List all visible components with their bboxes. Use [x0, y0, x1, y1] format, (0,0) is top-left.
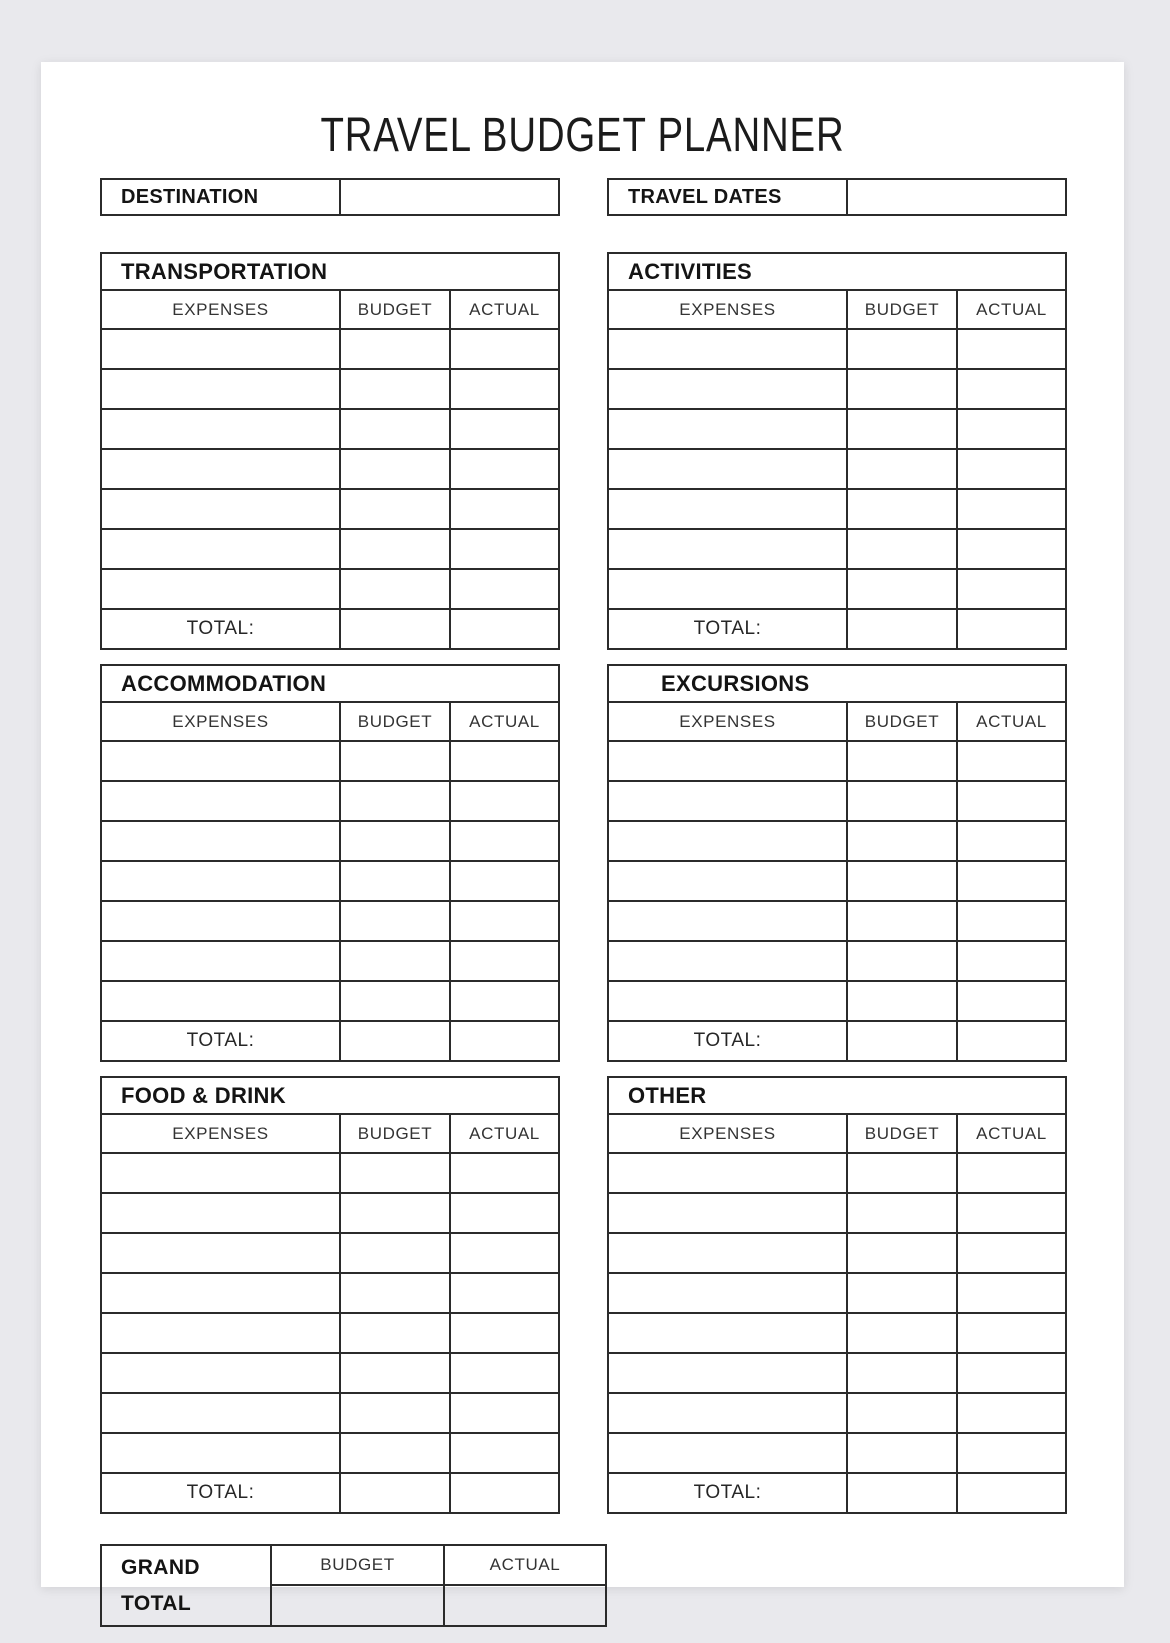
table-row [101, 369, 559, 409]
table-row [608, 981, 1066, 1021]
grand-total-header-row [101, 1545, 606, 1585]
total-label: TOTAL: [608, 609, 847, 649]
destination-value-cell[interactable] [340, 179, 559, 215]
excursions-actual-cell-5[interactable] [957, 941, 1066, 981]
food-drink-actual-cell-7[interactable] [450, 1433, 559, 1473]
table-row [101, 329, 559, 369]
section-activities [607, 252, 1067, 650]
total-label: TOTAL: [101, 1473, 340, 1513]
accommodation-actual-cell-6[interactable] [450, 981, 559, 1021]
table-row [608, 329, 1066, 369]
transportation-budget-cell-4[interactable] [340, 489, 450, 529]
table-row [608, 901, 1066, 941]
table-row [608, 821, 1066, 861]
accommodation-actual-cell-1[interactable] [450, 781, 559, 821]
other-budget-cell-7[interactable] [847, 1433, 957, 1473]
other-actual-cell-4[interactable] [957, 1313, 1066, 1353]
activities-actual-cell-2[interactable] [957, 409, 1066, 449]
other-actual-cell-5[interactable] [957, 1353, 1066, 1393]
table-row [101, 781, 559, 821]
page-title: TRAVEL BUDGET PLANNER [320, 109, 845, 162]
activities-expense-cell-3[interactable] [608, 449, 847, 489]
excursions-actual-cell-2[interactable] [957, 821, 1066, 861]
food-drink-expense-cell-2[interactable] [101, 1233, 340, 1273]
other-budget-cell-5[interactable] [847, 1353, 957, 1393]
table-row [608, 369, 1066, 409]
table-row [101, 901, 559, 941]
food-drink-budget-cell-3[interactable] [340, 1273, 450, 1313]
transportation-budget-cell-3[interactable] [340, 449, 450, 489]
other-expense-cell-0[interactable] [608, 1153, 847, 1193]
accommodation-expense-cell-1[interactable] [101, 781, 340, 821]
travel-dates-label: TRAVEL DATES [608, 179, 847, 215]
section-title-row [608, 1077, 1066, 1114]
activities-actual-cell-1[interactable] [957, 369, 1066, 409]
grand-total-label-line-2: TOTAL [121, 1591, 192, 1615]
other-actual-cell-6[interactable] [957, 1393, 1066, 1433]
activities-actual-cell-6[interactable] [957, 569, 1066, 609]
grand-total-box [100, 1544, 607, 1627]
food-drink-budget-cell-7[interactable] [340, 1433, 450, 1473]
other-budget-cell-6[interactable] [847, 1393, 957, 1433]
excursions-budget-cell-1[interactable] [847, 781, 957, 821]
field-box-travel-dates [607, 178, 1067, 216]
budget-column-header: BUDGET [340, 1114, 450, 1153]
table-row [101, 741, 559, 781]
other-budget-cell-0[interactable] [847, 1153, 957, 1193]
planner-page [41, 62, 1124, 1615]
activities-budget-cell-0[interactable] [847, 329, 957, 369]
table-row [608, 741, 1066, 781]
excursions-expense-cell-1[interactable] [608, 781, 847, 821]
transportation-actual-cell-3[interactable] [450, 449, 559, 489]
transportation-budget-cell-6[interactable] [340, 569, 450, 609]
other-total-actual-cell[interactable] [957, 1473, 1066, 1513]
table-row [101, 1433, 559, 1473]
actual-column-header: ACTUAL [957, 290, 1066, 329]
section-title-food-drink: FOOD & DRINK [101, 1077, 559, 1114]
transportation-actual-cell-1[interactable] [450, 369, 559, 409]
excursions-budget-cell-2[interactable] [847, 821, 957, 861]
food-drink-expense-cell-3[interactable] [101, 1273, 340, 1313]
transportation-actual-cell-5[interactable] [450, 529, 559, 569]
table-row [101, 529, 559, 569]
accommodation-actual-cell-4[interactable] [450, 901, 559, 941]
activities-expense-cell-2[interactable] [608, 409, 847, 449]
excursions-actual-cell-6[interactable] [957, 981, 1066, 1021]
total-row [608, 1021, 1066, 1061]
other-expense-cell-1[interactable] [608, 1193, 847, 1233]
food-drink-expense-cell-1[interactable] [101, 1193, 340, 1233]
transportation-expense-cell-4[interactable] [101, 489, 340, 529]
accommodation-expense-cell-2[interactable] [101, 821, 340, 861]
column-header-row [608, 702, 1066, 741]
transportation-actual-cell-4[interactable] [450, 489, 559, 529]
table-row [101, 1153, 559, 1193]
excursions-expense-cell-6[interactable] [608, 981, 847, 1021]
table-row [101, 1353, 559, 1393]
activities-budget-cell-5[interactable] [847, 529, 957, 569]
food-drink-actual-cell-5[interactable] [450, 1353, 559, 1393]
table-row [101, 409, 559, 449]
activities-expense-cell-0[interactable] [608, 329, 847, 369]
table-row [101, 449, 559, 489]
transportation-budget-cell-1[interactable] [340, 369, 450, 409]
transportation-actual-cell-0[interactable] [450, 329, 559, 369]
other-budget-cell-4[interactable] [847, 1313, 957, 1353]
food-drink-expense-cell-5[interactable] [101, 1353, 340, 1393]
food-drink-budget-cell-5[interactable] [340, 1353, 450, 1393]
excursions-expense-cell-0[interactable] [608, 741, 847, 781]
excursions-expense-cell-3[interactable] [608, 861, 847, 901]
table-row [101, 821, 559, 861]
field-row-travel-dates [608, 179, 1066, 215]
column-header-row [101, 290, 559, 329]
actual-column-header: ACTUAL [957, 1114, 1066, 1153]
food-drink-actual-cell-1[interactable] [450, 1193, 559, 1233]
section-title-row [101, 253, 559, 290]
activities-total-budget-cell[interactable] [847, 609, 957, 649]
accommodation-actual-cell-5[interactable] [450, 941, 559, 981]
total-row [608, 1473, 1066, 1513]
food-drink-total-budget-cell[interactable] [340, 1473, 450, 1513]
planner-content [41, 178, 1124, 1627]
budget-column-header: BUDGET [340, 702, 450, 741]
food-drink-expense-cell-7[interactable] [101, 1433, 340, 1473]
table-row [101, 861, 559, 901]
table-row [101, 1393, 559, 1433]
table-row [608, 569, 1066, 609]
total-label: TOTAL: [101, 1021, 340, 1061]
section-title-row [101, 1077, 559, 1114]
food-drink-budget-cell-2[interactable] [340, 1233, 450, 1273]
section-transportation [100, 252, 560, 650]
table-row [101, 489, 559, 529]
section-title-row [101, 665, 559, 702]
accommodation-budget-cell-2[interactable] [340, 821, 450, 861]
transportation-expense-cell-5[interactable] [101, 529, 340, 569]
other-budget-cell-1[interactable] [847, 1193, 957, 1233]
table-row [608, 1393, 1066, 1433]
food-drink-expense-cell-4[interactable] [101, 1313, 340, 1353]
column-header-row [608, 290, 1066, 329]
other-expense-cell-5[interactable] [608, 1353, 847, 1393]
accommodation-expense-cell-0[interactable] [101, 741, 340, 781]
transportation-expense-cell-6[interactable] [101, 569, 340, 609]
table-row [101, 1313, 559, 1353]
table-row [608, 449, 1066, 489]
field-box-destination [100, 178, 560, 216]
activities-expense-cell-5[interactable] [608, 529, 847, 569]
grand-total-label-line-1: GRAND [121, 1555, 200, 1579]
transportation-actual-cell-2[interactable] [450, 409, 559, 449]
excursions-expense-cell-4[interactable] [608, 901, 847, 941]
activities-expense-cell-4[interactable] [608, 489, 847, 529]
accommodation-expense-cell-3[interactable] [101, 861, 340, 901]
other-actual-cell-3[interactable] [957, 1273, 1066, 1313]
total-label: TOTAL: [101, 609, 340, 649]
section-title-activities: ACTIVITIES [608, 253, 1066, 290]
excursions-budget-cell-5[interactable] [847, 941, 957, 981]
excursions-budget-cell-6[interactable] [847, 981, 957, 1021]
section-title-transportation: TRANSPORTATION [101, 253, 559, 290]
other-actual-cell-2[interactable] [957, 1233, 1066, 1273]
food-drink-total-actual-cell[interactable] [450, 1473, 559, 1513]
food-drink-expense-cell-0[interactable] [101, 1153, 340, 1193]
column-header-row [101, 1114, 559, 1153]
table-row [101, 1273, 559, 1313]
table-row [608, 1273, 1066, 1313]
food-drink-expense-cell-6[interactable] [101, 1393, 340, 1433]
excursions-expense-cell-5[interactable] [608, 941, 847, 981]
table-row [101, 1233, 559, 1273]
activities-actual-cell-0[interactable] [957, 329, 1066, 369]
total-row [608, 609, 1066, 649]
accommodation-expense-cell-6[interactable] [101, 981, 340, 1021]
transportation-actual-cell-6[interactable] [450, 569, 559, 609]
grand-budget-value-cell[interactable] [271, 1585, 444, 1626]
column-header-row [608, 1114, 1066, 1153]
destination-label: DESTINATION [101, 179, 340, 215]
grand-actual-header: ACTUAL [444, 1545, 606, 1585]
activities-budget-cell-1[interactable] [847, 369, 957, 409]
accommodation-budget-cell-5[interactable] [340, 941, 450, 981]
table-row [608, 409, 1066, 449]
accommodation-expense-cell-4[interactable] [101, 901, 340, 941]
grand-total-label [101, 1545, 271, 1626]
accommodation-expense-cell-5[interactable] [101, 941, 340, 981]
travel-dates-value-cell[interactable] [847, 179, 1066, 215]
table-row [101, 941, 559, 981]
activities-budget-cell-6[interactable] [847, 569, 957, 609]
food-drink-budget-cell-1[interactable] [340, 1193, 450, 1233]
actual-column-header: ACTUAL [450, 290, 559, 329]
expenses-column-header: EXPENSES [101, 1114, 340, 1153]
excursions-budget-cell-4[interactable] [847, 901, 957, 941]
table-row [101, 1193, 559, 1233]
other-expense-cell-6[interactable] [608, 1393, 847, 1433]
transportation-total-actual-cell[interactable] [450, 609, 559, 649]
activities-budget-cell-2[interactable] [847, 409, 957, 449]
other-expense-cell-7[interactable] [608, 1433, 847, 1473]
other-budget-cell-3[interactable] [847, 1273, 957, 1313]
section-title-row [608, 253, 1066, 290]
column-header-row [101, 702, 559, 741]
other-actual-cell-1[interactable] [957, 1193, 1066, 1233]
other-expense-cell-4[interactable] [608, 1313, 847, 1353]
section-excursions [607, 664, 1067, 1062]
accommodation-budget-cell-4[interactable] [340, 901, 450, 941]
activities-total-actual-cell[interactable] [957, 609, 1066, 649]
transportation-budget-cell-0[interactable] [340, 329, 450, 369]
total-label: TOTAL: [608, 1021, 847, 1061]
transportation-expense-cell-0[interactable] [101, 329, 340, 369]
activities-budget-cell-4[interactable] [847, 489, 957, 529]
table-row [101, 569, 559, 609]
section-food-drink [100, 1076, 560, 1514]
excursions-actual-cell-3[interactable] [957, 861, 1066, 901]
table-row [608, 1313, 1066, 1353]
table-row [608, 489, 1066, 529]
excursions-expense-cell-2[interactable] [608, 821, 847, 861]
actual-column-header: ACTUAL [450, 1114, 559, 1153]
expenses-column-header: EXPENSES [608, 290, 847, 329]
section-title-other: OTHER [608, 1077, 1066, 1114]
expenses-column-header: EXPENSES [101, 702, 340, 741]
actual-column-header: ACTUAL [450, 702, 559, 741]
accommodation-budget-cell-6[interactable] [340, 981, 450, 1021]
excursions-total-budget-cell[interactable] [847, 1021, 957, 1061]
excursions-actual-cell-0[interactable] [957, 741, 1066, 781]
table-row [608, 781, 1066, 821]
table-row [608, 1153, 1066, 1193]
accommodation-actual-cell-0[interactable] [450, 741, 559, 781]
total-label: TOTAL: [608, 1473, 847, 1513]
accommodation-total-actual-cell[interactable] [450, 1021, 559, 1061]
excursions-budget-cell-0[interactable] [847, 741, 957, 781]
budget-column-header: BUDGET [847, 290, 957, 329]
table-row [608, 529, 1066, 569]
other-total-budget-cell[interactable] [847, 1473, 957, 1513]
budget-column-header: BUDGET [847, 702, 957, 741]
food-drink-budget-cell-6[interactable] [340, 1393, 450, 1433]
excursions-total-actual-cell[interactable] [957, 1021, 1066, 1061]
excursions-budget-cell-3[interactable] [847, 861, 957, 901]
activities-actual-cell-4[interactable] [957, 489, 1066, 529]
other-actual-cell-0[interactable] [957, 1153, 1066, 1193]
activities-actual-cell-5[interactable] [957, 529, 1066, 569]
other-budget-cell-2[interactable] [847, 1233, 957, 1273]
activities-expense-cell-6[interactable] [608, 569, 847, 609]
budget-column-header: BUDGET [340, 290, 450, 329]
budget-column-header: BUDGET [847, 1114, 957, 1153]
transportation-expense-cell-2[interactable] [101, 409, 340, 449]
food-drink-actual-cell-4[interactable] [450, 1313, 559, 1353]
field-row-destination [101, 179, 559, 215]
table-row [608, 941, 1066, 981]
excursions-actual-cell-1[interactable] [957, 781, 1066, 821]
total-row [101, 609, 559, 649]
food-drink-budget-cell-0[interactable] [340, 1153, 450, 1193]
expenses-column-header: EXPENSES [608, 1114, 847, 1153]
accommodation-actual-cell-3[interactable] [450, 861, 559, 901]
section-accommodation [100, 664, 560, 1062]
transportation-total-budget-cell[interactable] [340, 609, 450, 649]
table-row [608, 1433, 1066, 1473]
transportation-budget-cell-5[interactable] [340, 529, 450, 569]
accommodation-budget-cell-1[interactable] [340, 781, 450, 821]
accommodation-budget-cell-3[interactable] [340, 861, 450, 901]
other-actual-cell-7[interactable] [957, 1433, 1066, 1473]
food-drink-actual-cell-2[interactable] [450, 1233, 559, 1273]
food-drink-actual-cell-3[interactable] [450, 1273, 559, 1313]
total-row [101, 1473, 559, 1513]
right-column [607, 178, 1065, 1528]
transportation-budget-cell-2[interactable] [340, 409, 450, 449]
total-row [101, 1021, 559, 1061]
accommodation-actual-cell-2[interactable] [450, 821, 559, 861]
activities-expense-cell-1[interactable] [608, 369, 847, 409]
transportation-expense-cell-1[interactable] [101, 369, 340, 409]
expenses-column-header: EXPENSES [608, 702, 847, 741]
accommodation-budget-cell-0[interactable] [340, 741, 450, 781]
table-row [608, 1193, 1066, 1233]
activities-budget-cell-3[interactable] [847, 449, 957, 489]
left-column [100, 178, 561, 1627]
activities-actual-cell-3[interactable] [957, 449, 1066, 489]
food-drink-actual-cell-0[interactable] [450, 1153, 559, 1193]
section-title-accommodation: ACCOMMODATION [101, 665, 559, 702]
expenses-column-header: EXPENSES [101, 290, 340, 329]
section-title-row [608, 665, 1066, 702]
actual-column-header: ACTUAL [957, 702, 1066, 741]
table-row [608, 1353, 1066, 1393]
table-row [101, 981, 559, 1021]
table-row [608, 861, 1066, 901]
table-row [608, 1233, 1066, 1273]
grand-budget-header: BUDGET [271, 1545, 444, 1585]
grand-actual-value-cell[interactable] [444, 1585, 606, 1626]
section-other [607, 1076, 1067, 1514]
transportation-expense-cell-3[interactable] [101, 449, 340, 489]
food-drink-budget-cell-4[interactable] [340, 1313, 450, 1353]
excursions-actual-cell-4[interactable] [957, 901, 1066, 941]
section-title-excursions: EXCURSIONS [608, 665, 1066, 702]
food-drink-actual-cell-6[interactable] [450, 1393, 559, 1433]
other-expense-cell-3[interactable] [608, 1273, 847, 1313]
accommodation-total-budget-cell[interactable] [340, 1021, 450, 1061]
other-expense-cell-2[interactable] [608, 1233, 847, 1273]
